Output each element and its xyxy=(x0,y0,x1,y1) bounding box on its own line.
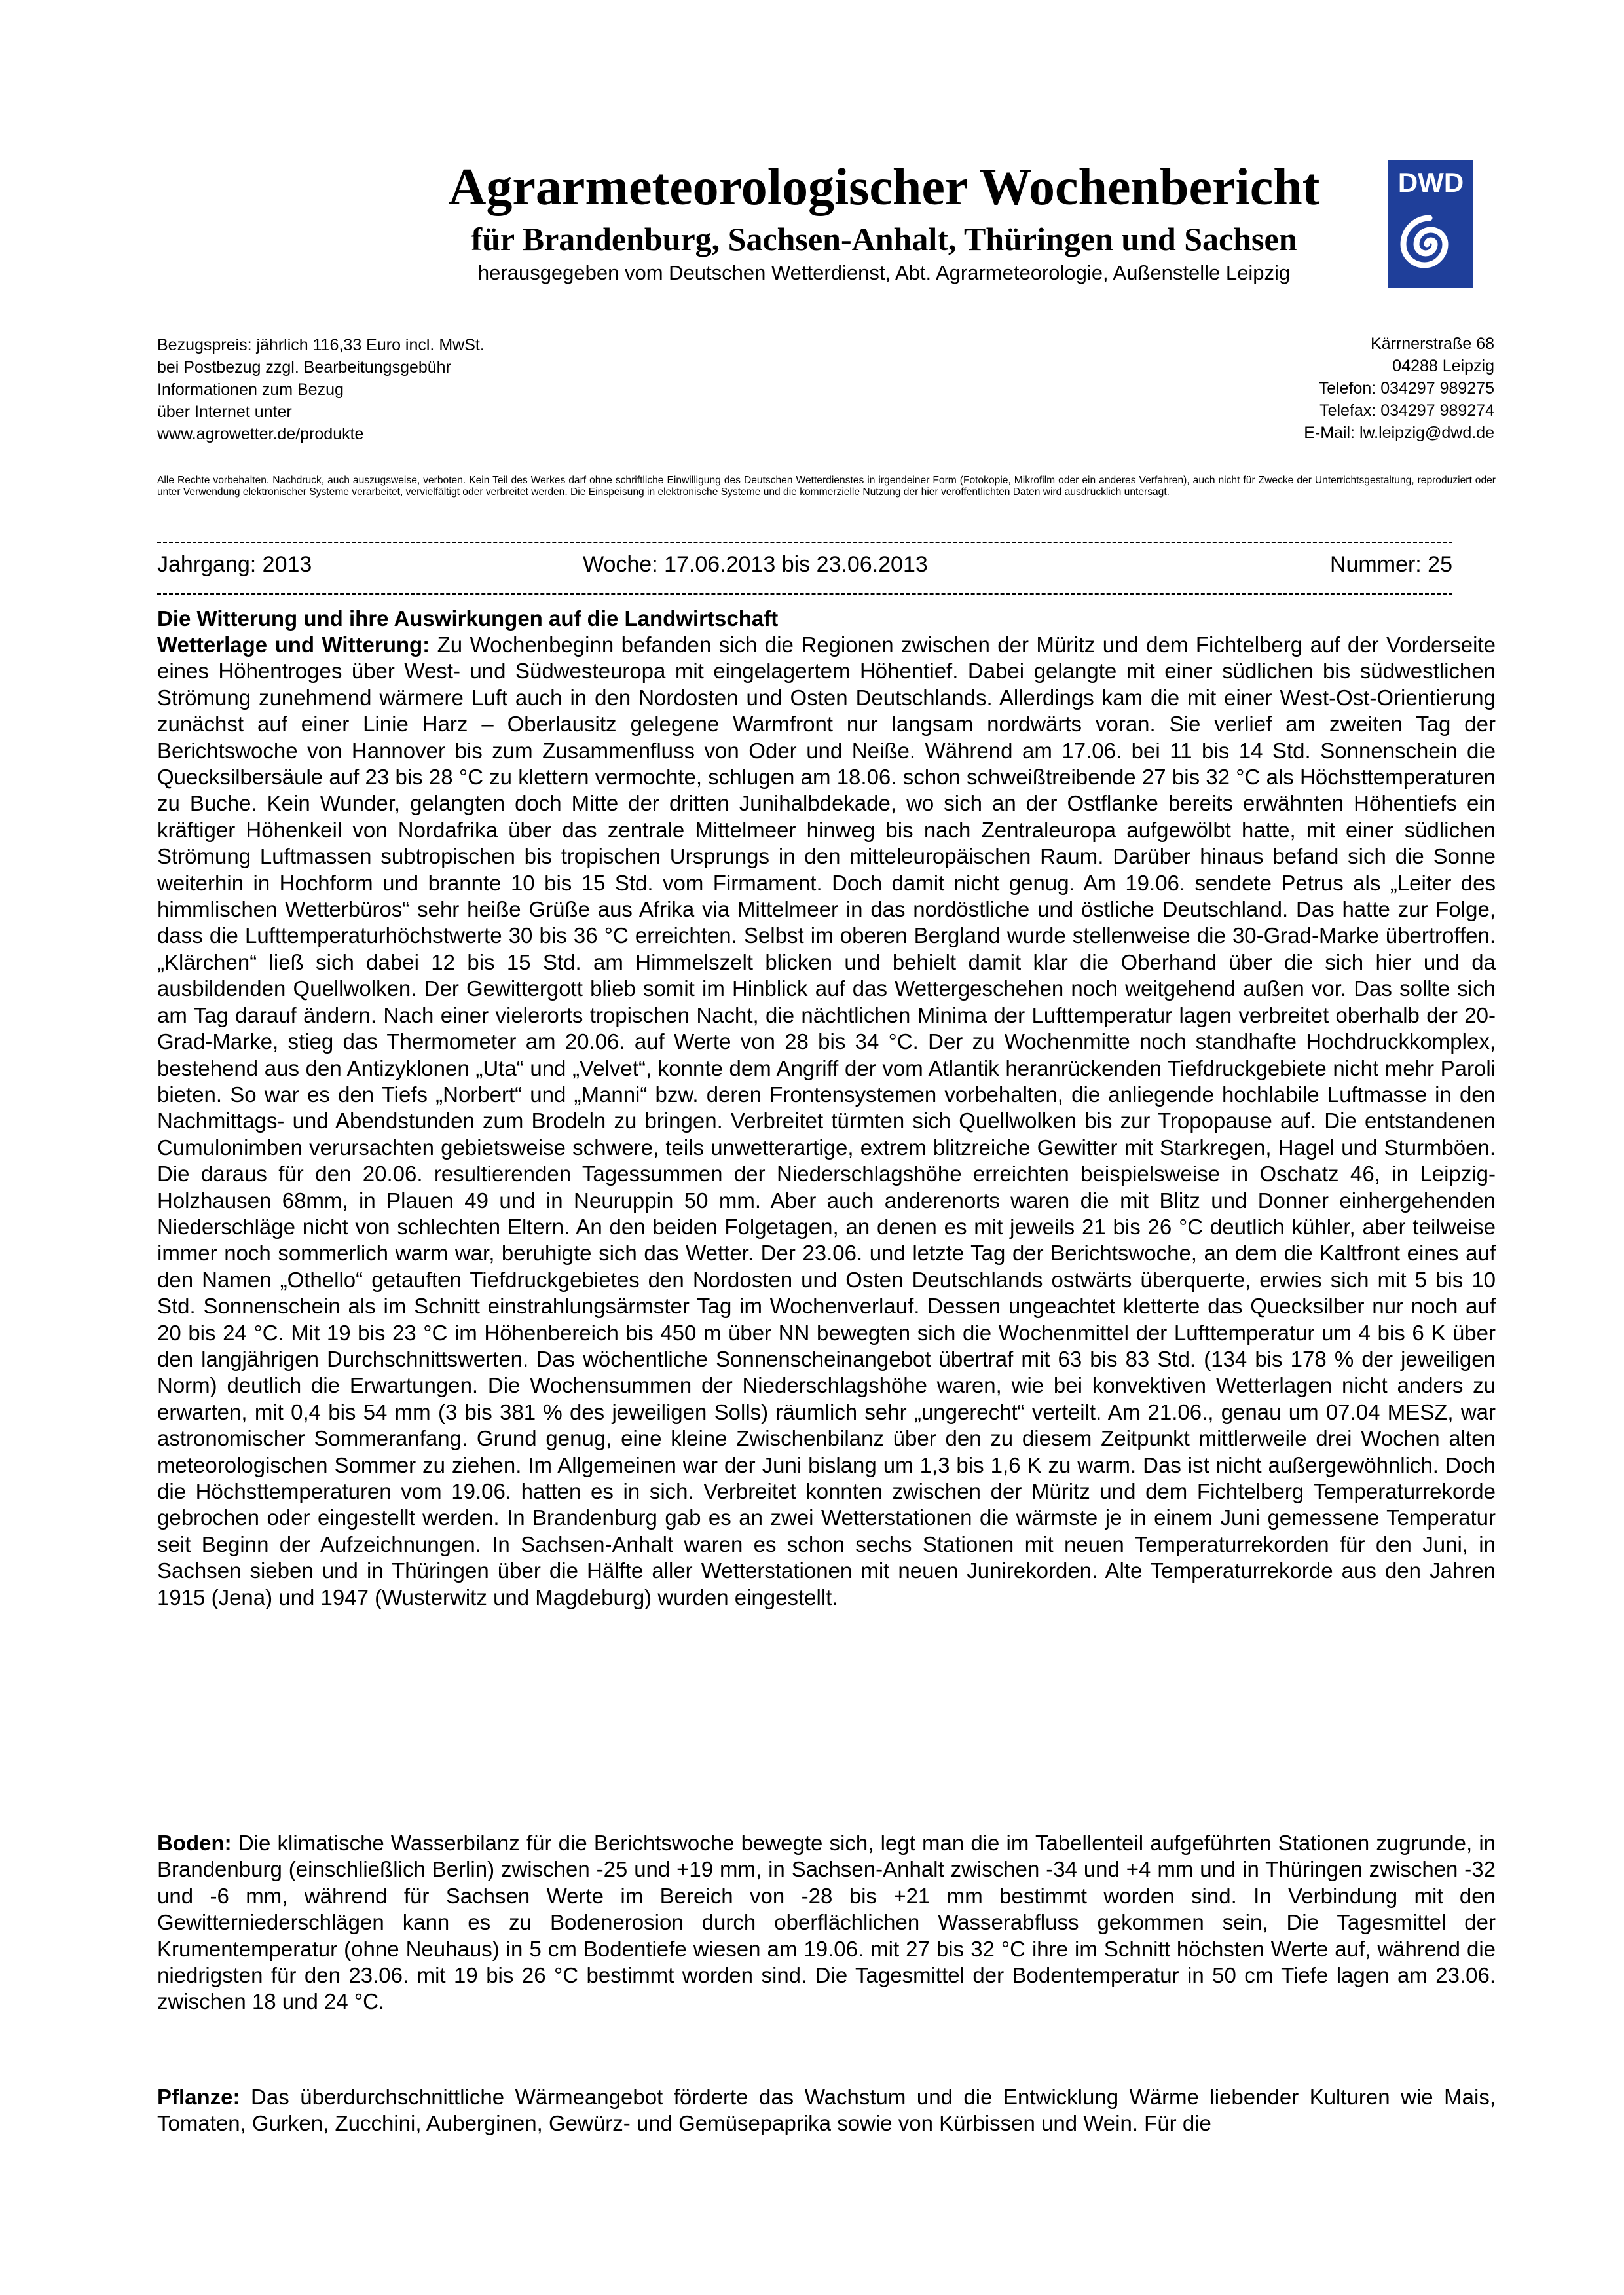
soil-label: Boden: xyxy=(157,1831,232,1855)
report-subtitle: für Brandenburg, Sachsen-Anhalt, Thüringen und Sachsen xyxy=(471,221,1297,257)
email-link[interactable]: lw.leipzig@dwd.de xyxy=(1359,424,1494,442)
logo-text: DWD xyxy=(1397,167,1464,198)
subscription-info xyxy=(157,334,747,445)
subscription-url[interactable]: www.agrowetter.de/produkte xyxy=(157,425,364,443)
subscription-line: Bezugspreis: jährlich 116,33 Euro incl. MwSt. xyxy=(157,336,485,354)
dashed-divider xyxy=(157,542,1452,543)
address-block xyxy=(1036,333,1494,444)
soil-text: Die klimatische Wasserbilanz für die Berichtswoche bewegte sich, legt man die im Tabellenteil aufgeführten Stationen zugrunde, in Brandenburg (einschließlich Berlin) zwischen -25 und +19 mm, in Sachsen-Anhalt zwischen -34 und +4 mm und in Thüringen zwischen -32 und -6 mm, während für Sachsen Werte im Bereich von -28 bis +21 mm bestimmt worden sind. In Verbindung mit den Gewitterniederschlägen kann es zu Bodenerosion durch oberflächlichen Wasserabfluss gekommen sein, Die Tagesmittel der Krumentemperatur (ohne Neuhaus) in 5 cm Bodentiefe wiesen am 19.06. mit 27 bis 32 °C ihre im Schnitt höchsten Werte auf, während die niedrigsten für den 23.06. mit 19 bis 26 °C bestimmt worden sind. Die Tagesmittel der Bodentemperatur in 50 cm Tiefe lagen am 23.06. zwischen 18 und 24 °C. xyxy=(157,1831,1496,2014)
plant-paragraph xyxy=(157,2084,1496,2137)
email-line xyxy=(1036,422,1494,444)
dashed-divider xyxy=(157,593,1452,595)
issue-info xyxy=(157,551,1452,578)
issue-week: Woche: 17.06.2013 bis 23.06.2013 xyxy=(583,552,928,577)
subscription-line: bei Postbezug zzgl. Bearbeitungsgebühr xyxy=(157,358,451,376)
soil-paragraph xyxy=(157,1830,1496,2015)
phone: Telefon: 034297 989275 xyxy=(1318,379,1494,397)
publisher-line: herausgegeben vom Deutschen Wetterdienst, Abt. Agrarmeteorologie, Außenstelle Leipzig xyxy=(477,261,1291,284)
weather-label: Wetterlage und Witterung: xyxy=(157,633,430,657)
weather-text: Zu Wochenbeginn befanden sich die Regionen zwischen der Müritz und dem Fichtelberg auf der Vorderseite eines Höhentroges über West- und Südwesteuropa mit eingelagertem Höhentief. Dabei gelangte mit einer südlichen bis südwestlichen Strömung zunehmend wärmere Luft auch in den Nordosten und Osten Deutschlands. Allerdings kam die mit einer West-Ost-Orientierung zunächst auf einer Linie Harz – Oberlausitz gelegene Warmfront nur langsam nordwärts voran. Sie verlief am zweiten Tag der Berichtswoche von Hannover bis zum Zusammenfluss von Oder und Neiße. Während am 17.06. bei 11 bis 14 Std. Sonnenschein die Quecksilbersäule auf 23 bis 28 °C zu klettern vermochte, schlugen am 18.06. schon schweißtreibende 27 bis 32 °C als Höchsttemperaturen zu Buche. Kein Wunder, gelangten doch Mitte der dritten Junihalbdekade, wo sich an der Ostflanke bereits erwähnten Höhentiefs ein kräftiger Höhenkeil von Nordafrika über das zentrale Mittelmeer hinweg bis nach Zentraleuropa aufgewölbt hatte, mit einer südlichen Strömung Luftmassen subtropischen bis tropischen Ursprungs in den mitteleuropäischen Raum. Darüber hinaus befand sich die Sonne weiterhin in Hochform und brannte 10 bis 15 Std. vom Firmament. Doch damit nicht genug. Am 19.06. sendete Petrus als „Leiter des himmlischen Wetterbüros“ sehr heiße Grüße aus Afrika via Mittelmeer in das nordöstliche und östliche Deutschland. Das hatte zur Folge, dass die Lufttemperaturhöchstwerte 30 bis 36 °C erreichten. Selbst im oberen Bergland wurde stellenweise die 30-Grad-Marke übertroffen. „Klärchen“ ließ sich dabei 12 bis 15 Std. am Himmelszelt blicken und behielt damit klar die Oberhand über die sich hier und da ausbildenden Quellwolken. Der Gewittergott blieb somit im Hinblick auf das Wettergeschehen noch weitgehend außen vor. Das sollte sich am Tag darauf ändern. Nach einer vielerorts tropischen Nacht, die nächtlichen Minima der Lufttemperatur lagen verbreitet oberhalb der 20-Grad-Marke, stieg das Thermometer am 20.06. auf Werte von 28 bis 34 °C. Der zu Wochenmitte noch standhafte Hochdruckkomplex, bestehend aus den Antizyklonen „Uta“ und „Velvet“, konnte dem Angriff der vom Atlantik heranrückenden Tiefdruckgebiete nicht mehr Paroli bieten. So war es den Tiefs „Norbert“ und „Manni“ bzw. deren Frontensystemen vorbehalten, die anliegende hochlabile Luftmasse in den Nachmittags- und Abendstunden zum Brodeln zu bringen. Verbreitet türmten sich Quellwolken bis zur Tropopause auf. Die entstandenen Cumulonimben verursachten gebietsweise schwere, teils unwetterartige, extrem blitzreiche Gewitter mit Starkregen, Hagel und Sturmböen. Die daraus für den 20.06. resultierenden Tagessummen der Niederschlagshöhe erreichten beispielsweise in Oschatz 46, in Leipzig-Holzhausen 68mm, in Plauen 49 und in Neuruppin 50 mm. Aber auch anderenorts waren die mit Blitz und Donner einhergehenden Niederschläge nicht von schlechten Eltern. An den beiden Folgetagen, an denen es mit jeweils 21 bis 26 °C deutlich kühler, aber teilweise immer noch sommerlich warm war, beruhigte sich das Wetter. Der 23.06. und letzte Tag der Berichtswoche, an dem die Kaltfront eines auf den Namen „Othello“ getauften Tiefdruckgebietes den Nordosten und Osten Deutschlands ostwärts überquerte, erwies sich mit 5 bis 10 Std. Sonnenschein als im Schnitt einstrahlungsärmster Tag im Wochenverlauf. Dessen ungeachtet kletterte das Quecksilber nur noch auf 20 bis 24 °C. Mit 19 bis 23 °C im Höhenbereich bis 450 m über NN bewegten sich die Wochenmittel der Lufttemperatur um 4 bis 6 K über den langjährigen Durchschnittswerten. Das wöchentliche Sonnenscheinangebot übertraf mit 63 bis 83 Std. (134 bis 178 % der jeweiligen Norm) deutlich die Erwartungen. Die Wochensummen der Niederschlagshöhe waren, wie bei konvektiven Wetterlagen nicht anders zu erwarten, mit 0,4 bis 54 mm (3 bis 381 % des jeweiligen Solls) räumlich sehr „ungerecht“ verteilt. Am 21.06., genau um 07.04 MESZ, war astronomischer Sommeranfang. Grund genug, eine kleine Zwischenbilanz über den zu diesem Zeitpunkt mittlerweile drei Wochen alten meteorologischen Sommer zu ziehen. Im Allgemeinen war der Juni bislang um 1,3 bis 1,6 K zu warm. Das ist nicht außergewöhnlich. Doch die Höchsttemperaturen vom 19.06. hatten es in sich. Verbreitet konnten zwischen der Müritz und dem Fichtelberg Temperaturrekorde gebrochen oder eingestellt werden. In Brandenburg gab es an zwei Wetterstationen die wärmste je in einem Juni gemessene Temperatur seit Beginn der Aufzeichnungen. In Sachsen-Anhalt waren es schon sechs Stationen mit neuen Temperaturrekorden für den Juni, in Sachsen sieben und in Thüringen über die Hälfte aller Wetterstationen mit neuen Junirekorden. Alte Temperaturrekorde aus den Jahren 1915 (Jena) und 1947 (Wusterwitz und Magdeburg) wurden eingestellt. xyxy=(157,633,1496,1609)
plant-label: Pflanze: xyxy=(157,2085,240,2109)
plant-text: Das überdurchschnittliche Wärmeangebot förderte das Wachstum und die Entwicklung Wärme liebender Kulturen wie Mais, Tomaten, Gurken, Zucchini, Auberginen, Gewürz- und Gemüsepaprika sowie von Kürbissen und Wein. Für die xyxy=(157,2085,1496,2136)
email-label: E-Mail: xyxy=(1304,424,1355,442)
subscription-line: Informationen zum Bezug xyxy=(157,380,344,399)
subscription-line: über Internet unter xyxy=(157,403,292,421)
rights-notice: Alle Rechte vorbehalten. Nachdruck, auch auszugsweise, verboten. Kein Teil des Werkes darf ohne schriftliche Einwilligung des Deutschen Wetterdienstes in irgendeiner Form (Fotokopie, Mikrofilm oder ein anderes Verfahren), auch nicht für Zwecke der Unterrichtsgestaltung, reproduziert oder unter Verwendung elektronischer Systeme verarbeitet, vervielfältigt oder verbreitet werden. Die Einspeisung in elektronische Systeme und die kommerzielle Nutzung der hier veröffentlichten Daten wird ausdrücklich untersagt. xyxy=(157,475,1496,498)
issue-number: Nummer: 25 xyxy=(1329,552,1452,577)
street: Kärrnerstraße 68 xyxy=(1371,335,1494,353)
section-title: Die Witterung und ihre Auswirkungen auf die Landwirtschaft xyxy=(157,606,779,631)
issue-volume: Jahrgang: 2013 xyxy=(157,552,312,577)
report-title: Agrarmeteorologischer Wochenbericht xyxy=(448,158,1320,216)
dwd-logo xyxy=(1388,160,1473,288)
fax: Telefax: 034297 989274 xyxy=(1320,401,1494,420)
city: 04288 Leipzig xyxy=(1392,357,1494,375)
weather-paragraph xyxy=(157,632,1496,1611)
